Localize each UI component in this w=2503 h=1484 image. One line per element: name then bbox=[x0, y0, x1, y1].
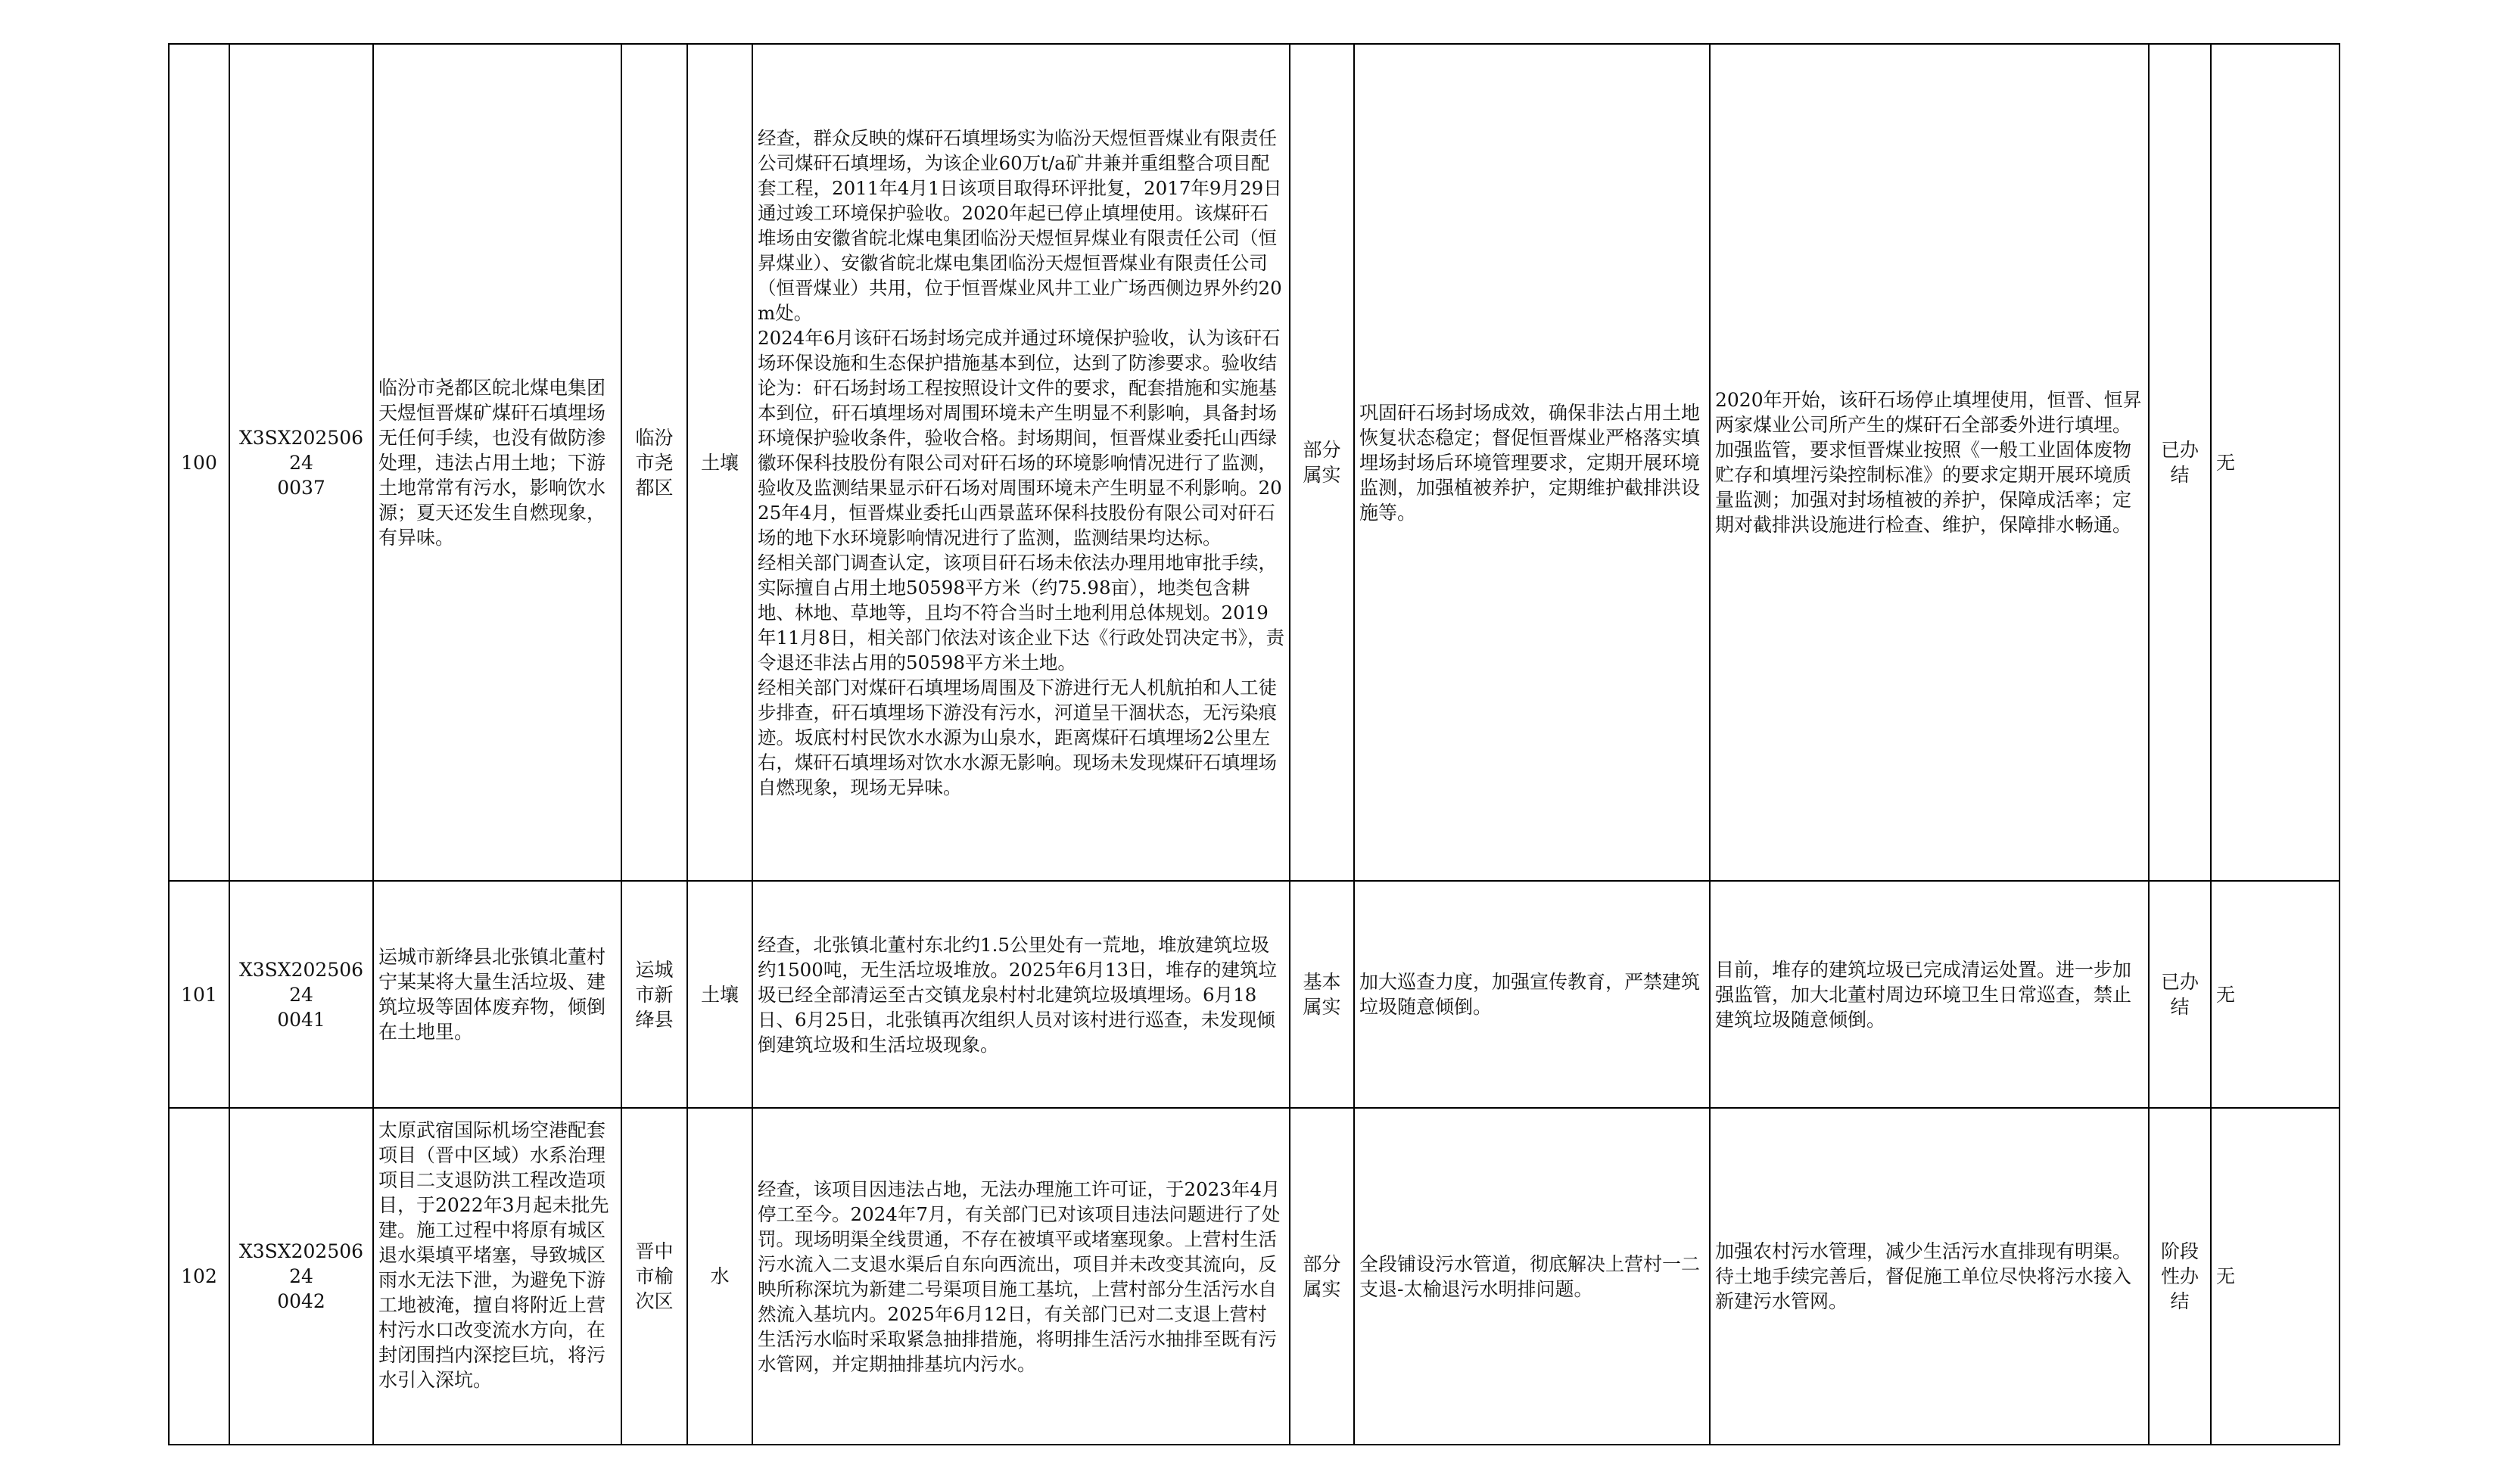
case-status: 已办 结 bbox=[2149, 44, 2211, 881]
investigation-result: 经查，群众反映的煤矸石填埋场实为临汾天煜恒晋煤业有限责任公司煤矸石填埋场，为该企业60万t/a矿井兼并重组整合项目配套工程，2011年4月1日该项目取得环评批复，2017年9月29日通过竣工环境保护验收。2020年起已停止填埋使用。该煤矸石堆场由安徽省皖北煤电集团临汾天煜恒昇煤业有限责任公司（恒昇煤业）、安徽省皖北煤电集团临汾天煜恒晋煤业有限责任公司（恒晋煤业）共用，位于恒晋煤业风井工业广场西侧边界外约20m处。 2024年6月该矸石场封场完成并通过环境保护验收，认为该矸石场环保设施和生态保护措施基本到位，达到了防渗要求。验收结论为：矸石场封场工程按照设计文件的要求，配套措施和实施基本到位，矸石填埋场对周围环境未产生明显不利影响，具备封场环境保护验收条件，验收合格。封场期间，恒晋煤业委托山西绿徽环保科技股份有限公司对矸石场的环境影响情况进行了监测，验收及监测结果显示矸石场对周围环境未产生明显不利影响。2025年4月，恒晋煤业委托山西景蓝环保科技股份有限公司对矸石场的地下水环境影响情况进行了监测，监测结果均达标。 经相关部门调查认定，该项目矸石场未依法办理用地审批手续，实际擅自占用土地50598平方米（约75.98亩），地类包含耕地、林地、草地等，且均不符合当时土地利用总体规划。2019年11月8日，相关部门依法对该企业下达《行政处罚决定书》，责令退还非法占用的50598平方米土地。 经相关部门对煤矸石填埋场周围及下游进行无人机航拍和人工徒步排查，矸石填埋场下游没有污水，河道呈干涸状态，无污染痕迹。坂底村村民饮水水源为山泉水，距离煤矸石填埋场2公里左右，煤矸石填埋场对饮水水源无影响。现场未发现煤矸石填埋场自燃现象，现场无异味。 bbox=[752, 44, 1290, 881]
case-code: X3SX20250624 0041 bbox=[229, 881, 373, 1108]
case-number: 101 bbox=[169, 881, 229, 1108]
complaint-text: 运城市新绛县北张镇北董村宁某某将大量生活垃圾、建筑垃圾等固体废弃物，倾倒在土地里。 bbox=[373, 881, 621, 1108]
verdict: 部分 属实 bbox=[1290, 44, 1354, 881]
case-status: 阶段 性办 结 bbox=[2149, 1108, 2211, 1445]
accountability: 无 bbox=[2211, 1108, 2340, 1445]
rectification-measures: 全段铺设污水管道，彻底解决上营村一二支退-太榆退污水明排问题。 bbox=[1354, 1108, 1710, 1445]
table-row bbox=[169, 1108, 2340, 1445]
pollution-type: 土壤 bbox=[687, 881, 752, 1108]
case-code: X3SX20250624 0037 bbox=[229, 44, 373, 881]
investigation-result: 经查，该项目因违法占地，无法办理施工许可证，于2023年4月停工至今。2024年7月，有关部门已对该项目违法问题进行了处罚。现场明渠全线贯通，不存在被填平或堵塞现象。上营村生活污水流入二支退水渠后自东向西流出，项目并未改变其流向，反映所称深坑为新建二号渠项目施工基坑，上营村部分生活污水自然流入基坑内。2025年6月12日，有关部门已对二支退上营村生活污水临时采取紧急抽排措施，将明排生活污水抽排至既有污水管网，并定期抽排基坑内污水。 bbox=[752, 1108, 1290, 1445]
region: 晋中 市榆 次区 bbox=[621, 1108, 687, 1445]
table-row bbox=[169, 44, 2340, 881]
case-number: 102 bbox=[169, 1108, 229, 1445]
rectification-measures: 加大巡查力度，加强宣传教育，严禁建筑垃圾随意倾倒。 bbox=[1354, 881, 1710, 1108]
rectification-progress: 2020年开始，该矸石场停止填埋使用，恒晋、恒昇两家煤业公司所产生的煤矸石全部委外进行填埋。加强监管，要求恒晋煤业按照《一般工业固体废物贮存和填埋污染控制标准》的要求定期开展环境质量监测；加强对封场植被的养护，保障成活率；定期对截排洪设施进行检查、维护，保障排水畅通。 bbox=[1710, 44, 2149, 881]
region: 临汾 市尧 都区 bbox=[621, 44, 687, 881]
accountability: 无 bbox=[2211, 881, 2340, 1108]
table-row bbox=[169, 881, 2340, 1108]
case-status: 已办 结 bbox=[2149, 881, 2211, 1108]
investigation-result: 经查，北张镇北董村东北约1.5公里处有一荒地，堆放建筑垃圾约1500吨，无生活垃圾堆放。2025年6月13日，堆存的建筑垃圾已经全部清运至古交镇龙泉村村北建筑垃圾填埋场。6月18日、6月25日，北张镇再次组织人员对该村进行巡查，未发现倾倒建筑垃圾和生活垃圾现象。 bbox=[752, 881, 1290, 1108]
case-number: 100 bbox=[169, 44, 229, 881]
case-code: X3SX20250624 0042 bbox=[229, 1108, 373, 1445]
accountability: 无 bbox=[2211, 44, 2340, 881]
verdict: 基本 属实 bbox=[1290, 881, 1354, 1108]
pollution-type: 水 bbox=[687, 1108, 752, 1445]
pollution-type: 土壤 bbox=[687, 44, 752, 881]
rectification-progress: 目前，堆存的建筑垃圾已完成清运处置。进一步加强监管，加大北董村周边环境卫生日常巡查，禁止建筑垃圾随意倾倒。 bbox=[1710, 881, 2149, 1108]
verdict: 部分 属实 bbox=[1290, 1108, 1354, 1445]
region: 运城 市新 绛县 bbox=[621, 881, 687, 1108]
rectification-measures: 巩固矸石场封场成效，确保非法占用土地恢复状态稳定；督促恒晋煤业严格落实填埋场封场后环境管理要求，定期开展环境监测，加强植被养护，定期维护截排洪设施等。 bbox=[1354, 44, 1710, 881]
case-table bbox=[168, 43, 2340, 1445]
rectification-progress: 加强农村污水管理，减少生活污水直排现有明渠。待土地手续完善后，督促施工单位尽快将污水接入新建污水管网。 bbox=[1710, 1108, 2149, 1445]
complaint-text: 太原武宿国际机场空港配套项目（晋中区域）水系治理项目二支退防洪工程改造项目，于2022年3月起未批先建。施工过程中将原有城区退水渠填平堵塞，导致城区雨水无法下泄，为避免下游工地被淹，擅自将附近上营村污水口改变流水方向，在封闭围挡内深挖巨坑，将污水引入深坑。 bbox=[373, 1108, 621, 1445]
complaint-text: 临汾市尧都区皖北煤电集团天煜恒晋煤矿煤矸石填埋场无任何手续，也没有做防渗处理，违法占用土地；下游土地常常有污水，影响饮水源；夏天还发生自燃现象，有异味。 bbox=[373, 44, 621, 881]
